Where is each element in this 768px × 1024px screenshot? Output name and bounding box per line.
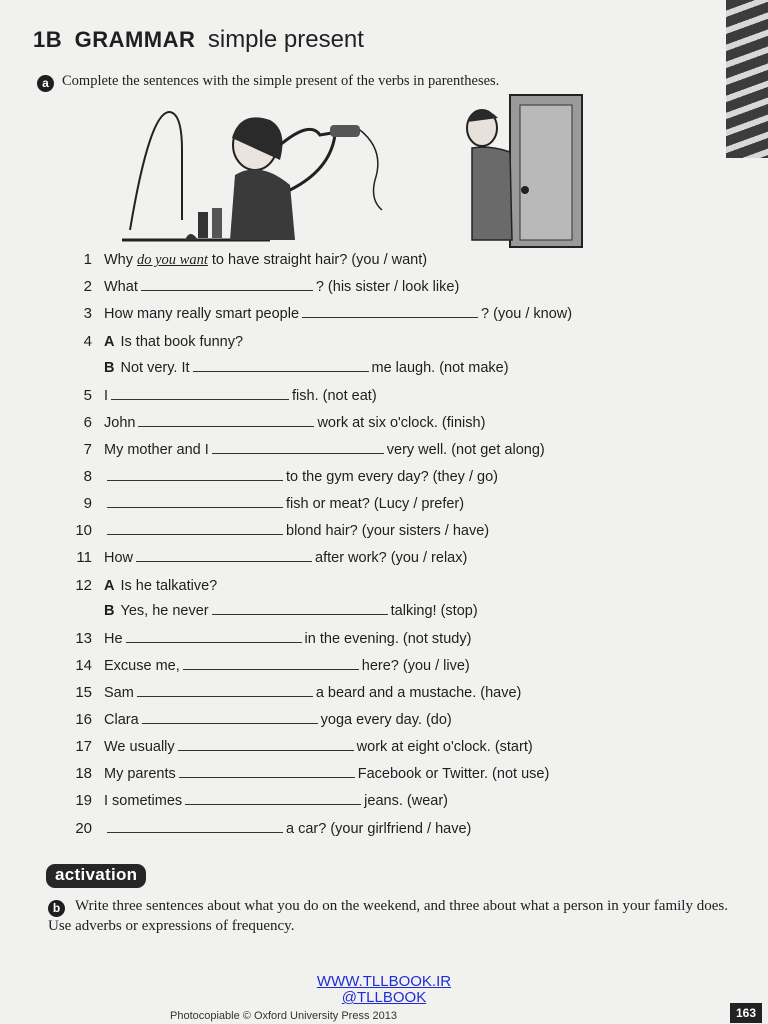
watermark-handle-link[interactable]: @TLLBOOK xyxy=(341,989,427,1006)
exercise-line-16 xyxy=(64,711,452,731)
lesson-code: 1B xyxy=(33,27,63,52)
line-number: 9 xyxy=(83,495,92,512)
line-number: 13 xyxy=(75,630,92,647)
example-answer: do you want xyxy=(137,252,208,268)
line-text-after: to the gym every day? (they / go) xyxy=(286,469,498,485)
line-text-before: He xyxy=(104,631,123,647)
answer-blank[interactable] xyxy=(107,831,283,833)
exercise-line-4b xyxy=(64,360,509,380)
answer-blank[interactable] xyxy=(193,370,369,372)
line-number: 19 xyxy=(75,792,92,809)
line-text-before: How xyxy=(104,550,134,566)
answer-blank[interactable] xyxy=(141,289,313,291)
exercise-line-8 xyxy=(64,468,498,488)
page-number: 163 xyxy=(730,1003,762,1023)
line-text-after: a beard and a mustache. (have) xyxy=(315,685,522,701)
line-text-after: jeans. (wear) xyxy=(364,793,448,809)
answer-blank[interactable] xyxy=(107,533,283,535)
line-number: 8 xyxy=(83,468,92,485)
answer-blank[interactable] xyxy=(185,803,361,805)
line-text-after: blond hair? (your sisters / have) xyxy=(286,523,490,539)
answer-blank[interactable] xyxy=(179,776,355,778)
line-number: 2 xyxy=(83,278,92,295)
exercise-line-9 xyxy=(64,495,464,515)
line-number: 14 xyxy=(75,657,92,674)
copyright-text: Photocopiable © Oxford University Press 2013 xyxy=(170,1010,397,1022)
exercise-line-15 xyxy=(64,684,521,704)
line-text-after: Facebook or Twitter. (not use) xyxy=(357,766,550,782)
line-text-before: How many really smart people xyxy=(104,306,300,322)
line-number: 17 xyxy=(75,738,92,755)
exercise-line-1 xyxy=(64,251,427,271)
answer-blank[interactable] xyxy=(137,695,313,697)
watermark-url-link[interactable]: WWW.TLLBOOK.IR xyxy=(316,973,452,990)
line-text-before: My mother and I xyxy=(104,442,209,458)
answer-blank[interactable] xyxy=(107,506,283,508)
exercise-line-17 xyxy=(64,738,533,758)
exercise-line-12b xyxy=(64,603,478,623)
exercise-line-6 xyxy=(64,414,485,434)
exercise-b-badge: b xyxy=(48,900,65,917)
exercise-line-14 xyxy=(64,657,470,677)
line-text-after: very well. (not get along) xyxy=(386,442,545,458)
answer-blank[interactable] xyxy=(142,722,318,724)
exercise-line-11 xyxy=(64,549,467,569)
line-number: 11 xyxy=(76,549,92,566)
answer-blank[interactable] xyxy=(183,668,359,670)
answer-blank[interactable] xyxy=(212,452,384,454)
line-text-before: I xyxy=(104,388,109,404)
line-text-before: Yes, he never xyxy=(120,603,209,619)
exercise-a-badge: a xyxy=(37,75,54,92)
line-text-before: My parents xyxy=(104,766,176,782)
exercise-line-10 xyxy=(64,522,489,542)
page-edge-tab xyxy=(726,0,768,158)
exercise-line-20 xyxy=(64,820,471,840)
exercise-line-2 xyxy=(64,278,459,298)
line-text-before: I sometimes xyxy=(104,793,183,809)
line-number: 3 xyxy=(83,305,92,322)
page-header xyxy=(33,26,364,54)
exercise-line-18 xyxy=(64,765,549,785)
line-number: 15 xyxy=(75,684,92,701)
speaker-label: B xyxy=(104,603,115,619)
answer-blank[interactable] xyxy=(126,641,302,643)
exercise-a-text: Complete the sentences with the simple present of the verbs in parentheses. xyxy=(62,73,500,89)
exercise-line-12a xyxy=(64,577,217,597)
line-text-after: fish. (not eat) xyxy=(292,388,377,404)
answer-blank[interactable] xyxy=(302,316,478,318)
line-text-after: ? (you / know) xyxy=(481,306,573,322)
line-text-after: work at six o'clock. (finish) xyxy=(317,415,486,431)
line-text-before: Is that book funny? xyxy=(120,334,244,350)
answer-blank[interactable] xyxy=(107,479,283,481)
exercise-line-19 xyxy=(64,792,448,812)
man-illustration xyxy=(467,110,512,240)
exercise-line-4a xyxy=(64,333,243,353)
line-text-before: Clara xyxy=(104,712,139,728)
line-text-before: Why xyxy=(104,252,133,268)
line-text-after: to have straight hair? (you / want) xyxy=(211,252,428,268)
line-text-before: What xyxy=(104,279,138,295)
speaker-label: A xyxy=(104,578,115,594)
line-text-after: after work? (you / relax) xyxy=(315,550,468,566)
line-number: 6 xyxy=(83,414,92,431)
illustration xyxy=(120,90,590,250)
line-text-before: Not very. It xyxy=(120,360,190,376)
line-text-after: work at eight o'clock. (start) xyxy=(356,739,533,755)
line-text-after: yoga every day. (do) xyxy=(320,712,452,728)
line-number: 12 xyxy=(75,577,92,594)
exercise-line-5 xyxy=(64,387,377,407)
line-text-after: talking! (stop) xyxy=(390,603,478,619)
speaker-label: B xyxy=(104,360,115,376)
door-illustration xyxy=(510,95,582,247)
line-text-before: Is he talkative? xyxy=(120,578,218,594)
answer-blank[interactable] xyxy=(138,425,314,427)
answer-blank[interactable] xyxy=(178,749,354,751)
line-number: 10 xyxy=(75,522,92,539)
answer-blank[interactable] xyxy=(111,398,289,400)
exercise-line-7 xyxy=(64,441,545,461)
line-text-after: ? (his sister / look like) xyxy=(315,279,460,295)
woman-illustration xyxy=(185,117,382,240)
line-text-after: here? (you / live) xyxy=(361,658,470,674)
exercise-line-13 xyxy=(64,630,471,650)
exercise-b-instruction xyxy=(48,897,738,936)
line-text-before: Excuse me, xyxy=(104,658,180,674)
line-text-before: John xyxy=(104,415,136,431)
line-text-after: in the evening. (not study) xyxy=(304,631,472,647)
line-number: 5 xyxy=(83,387,92,404)
section-subtitle: simple present xyxy=(207,26,364,53)
exercise-line-3 xyxy=(64,305,572,325)
line-number: 7 xyxy=(83,441,92,458)
line-text-after: me laugh. (not make) xyxy=(371,360,509,376)
line-number: 1 xyxy=(83,251,92,268)
line-number: 18 xyxy=(75,765,92,782)
answer-blank[interactable] xyxy=(212,613,388,615)
speaker-label: A xyxy=(104,334,115,350)
line-text-before: We usually xyxy=(104,739,175,755)
answer-blank[interactable] xyxy=(136,560,312,562)
exercise-b-text: Write three sentences about what you do on the weekend, and three about what a person in your family does. Use adverbs or expressions of frequency. xyxy=(48,898,728,934)
line-number: 16 xyxy=(75,711,92,728)
line-text-after: fish or meat? (Lucy / prefer) xyxy=(286,496,465,512)
line-text-after: a car? (your girlfriend / have) xyxy=(286,821,472,837)
activation-banner: activation xyxy=(46,864,146,888)
section-title: GRAMMAR xyxy=(74,27,196,52)
line-text-before: Sam xyxy=(104,685,134,701)
line-number: 4 xyxy=(83,333,92,350)
line-number: 20 xyxy=(75,820,92,837)
